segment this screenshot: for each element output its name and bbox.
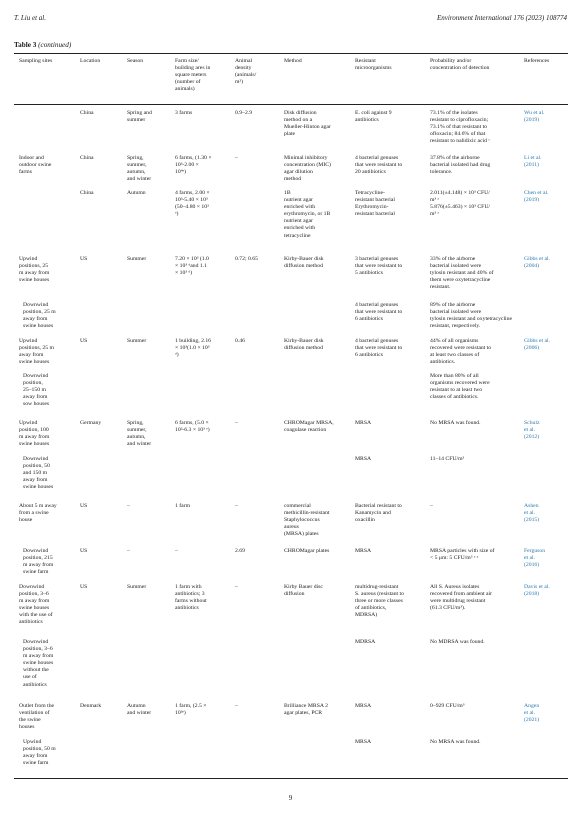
row12-probability: All S. Aureus isolates recovered from ambient air were multidrug resistant (61.3 CFU/m³). [430,584,493,612]
row13-microorganisms: MDRSA [355,639,376,645]
row7-site: Downwind position, 25–150 m away from sow houses [23,373,50,408]
row6-probability: 44% of all organisms recovered were resistant to at least two classes of antibiotics. [430,338,492,366]
row5-site: Downwind position, 25 m away from swine houses [23,302,56,330]
row3-season: Autumn [127,190,146,196]
row11-microorganisms: MRSA [355,548,372,554]
row11-method: CHROMagar plates [284,548,330,554]
row9-site: Downwind position, 50 and 150 m away from swine houses [23,456,54,491]
row10-method: commercial methicillin-resistant Staphylococcus aureus (MRSA) plates [284,503,330,538]
row4-reference[interactable]: Gibbs et al. (2004) [524,256,551,270]
row6-season: Summer [127,338,147,344]
row12-reference[interactable]: Davis et al. (2018) [524,584,550,598]
row4-farm-size: 7.20 × 10³ (1.0 × 10³ ᵈand 1.1 × 10³ ᵈ) [175,256,209,277]
row4-site: Upwind positions, 25 m away from swine houses [19,256,50,284]
row8-reference[interactable]: Schulz et al. (2012) [524,420,540,441]
col-header-method: Method [284,58,302,64]
row12-location: US [80,584,88,590]
row14-probability: 0–929 CFU/m³ [430,703,465,709]
row8-method: CHROMagar MRSA, coagulase reaction [284,420,334,434]
col-header-season: Season [127,58,144,64]
row6-location: US [80,338,88,344]
row6-microorganisms: 4 bacterial genuses that were resistant to 6 antibiotics [355,338,403,359]
table-top-rule [14,53,568,54]
row5-microorganisms: 4 bacterial genuses that were resistant to 6 antibiotics [355,302,403,323]
row12-season: Summer [127,584,147,590]
row2-reference[interactable]: Li et al. (2011) [524,155,542,169]
table-continued: (continued) [38,41,72,49]
col-header-resistant-microorganisms: Resistant microorganisms [355,58,392,72]
row4-method: Kirby-Bauer disk diffusion method [284,256,324,270]
row6-site: Upwind positions, 25 m away from swine houses [19,338,54,366]
row8-probability: No MRSA was found. [430,420,481,426]
col-header-references: References [524,58,550,64]
row1-location: China [80,110,94,116]
row4-location: US [80,256,88,262]
row10-probability: – [430,503,433,509]
row8-farm-size: 6 farms, (5.0 × 10²-6.3 × 10³ ᵉ) [175,420,210,434]
row6-method: Kirby-Bauer disk diffusion method [284,338,324,352]
row12-density: – [235,584,238,590]
row10-density: – [235,503,238,509]
row7-probability: More than 80% of all organisms recovered were resistant to at least two classes of antibiotics. [430,373,490,401]
page-number: 9 [288,794,293,802]
row11-season: – [127,548,130,554]
row3-reference[interactable]: Chen et al. (2019) [524,190,549,204]
row6-farm-size: 1 building, 2.16 × 10³(1.0 × 10³ ᵈ) [175,338,212,359]
table-header-rule [14,104,568,105]
row8-microorganisms: MRSA [355,420,372,426]
row2-method: Minimal inhibitory concentration (MIC) agar dilution method [284,155,331,183]
row14-location: Denmark [80,703,102,709]
row1-probability: 73.1% of the isolates resistant to ciprofloxacin; 73.1% of that resistant to ofloxacin; 84.6% of that resistant to nalidixic acid ᶜ [430,110,490,145]
row1-reference[interactable]: Wu et al. (2019) [524,110,545,124]
row8-season: Spring, summer, autumn, and winter [127,420,152,448]
row3-location: China [80,190,94,196]
row2-location: China [80,155,94,161]
col-header-farm-size: Farm size/ building ares in square meters (number of animals) [175,58,211,93]
row11-farm-size: – [175,548,178,554]
row10-reference[interactable]: Ashen et al. (2015) [524,503,540,524]
row14-microorganisms: MRSA [355,703,372,709]
row2-farm-size: 6 farms, (1.30 × 10³-2.00 × 10⁴ᵉ) [175,155,212,176]
row1-microorganisms: E. coli against 9 antibiotics [355,110,392,124]
row2-microorganisms: 4 bacterial genuses that were resistant to 20 antibiotics [355,155,403,176]
row9-probability: 11–14 CFU/m³ [430,456,465,462]
row1-season: Spring and summer [127,110,152,124]
row14-farm-size: 1 farm, (2.5 × 10³ᵉ) [175,703,207,717]
row11-density: 2.69 [235,548,245,554]
row12-farm-size: 1 farm with antibiotics; 3 farms without antibiotics [175,584,207,612]
row8-site: Upwind position, 100 m away from swine houses [19,420,50,448]
row3-method: 1B nutrient agar enriched with erythromycin, or 1B nutrient agar enriched with tetracycline [284,190,331,239]
row11-site: Downwind position, 215 m away from swine farm [23,548,54,576]
row3-farm-size: 4 farms, 2.00 × 10³-5.40 × 10³ (50–4.80 × 10³ ᵉ) [175,190,210,218]
table-label: Table 3 [14,41,37,49]
row14-reference[interactable]: Angen et al. (2021) [524,703,540,724]
row6-reference[interactable]: Gibbs et al. (2006) [524,338,551,352]
row6-density: 0.46 [235,338,245,344]
row2-density: – [235,155,238,161]
row13-site: Downwind position, 3–6 m away from swine houses without the use of antibiotics [23,639,54,688]
row3-probability: 2.011(±4.148) × 10³ CFU/ m³ ᵃ 5.876(±5.463) × 10³ CFU/ m³ ᵃ [430,190,491,218]
row10-site: About 5 m away from a swine house [19,503,57,524]
row10-microorganisms: Bacterial resistant to Kanamycin and oxacillin [355,503,402,524]
row13-probability: No MDRSA was found. [430,639,485,645]
table-caption [14,41,71,49]
row15-microorganisms: MRSA [355,739,372,745]
row9-microorganisms: MRSA [355,456,372,462]
row12-microorganisms: multidrug-resistant S. aureus (resistant to three or more classes of antibiotics, MDRSA) [355,584,404,619]
row10-season: – [127,503,130,509]
row15-site: Upwind position, 50 m away from swine farm [23,739,56,767]
running-header-authors: T. Liu et al. [14,14,46,22]
row14-season: Autumn and winter [127,703,152,717]
row3-microorganisms: Tetracycline- resistant bacterial Erythromycin- resistant bacterial [355,190,395,218]
col-header-animal-density: Animal density (animals/ m²) [235,58,257,86]
row5-probability: 89% of the airborne bacterial isolated were tylosin resistant and oxytetracycline resistant, respectively. [430,302,512,330]
row15-probability: No MRSA was found. [430,739,481,745]
running-header-journal: Environment International 176 (2023) 108774 [436,14,567,22]
row4-density: 0.72; 0.65 [235,256,258,262]
row14-site: Outlet from the ventilation of the swine houses [19,703,55,731]
row14-density: – [235,703,238,709]
col-header-location: Location [80,58,101,64]
row4-probability: 33% of the airborne bacterial isolated were tylosin resistant and 40% of them were oxytetracycline resistant. [430,256,494,291]
row1-farm-size: 3 farms [175,110,193,116]
row11-probability: MRSA particles with size of < 5 μm: 5 CFU/m³ ᵃ ᵃ [430,548,495,562]
row10-location: US [80,503,88,509]
table-bottom-rule [14,778,568,779]
row8-density: – [235,420,238,426]
row2-site: Indoor and outdoor swine farms [19,155,52,176]
col-header-sampling-sites: Sampling sites [19,58,53,64]
row8-location: Germany [80,420,102,426]
row12-method: Kirby Bauer disc diffusion [284,584,323,598]
row2-season: Spring, summer, autumn, and winter [127,155,152,183]
row10-farm-size: 1 farm [175,503,191,509]
row12-site: Downwind position, 3–6 m away from swine houses with the use of antibiotics [19,584,53,626]
row1-method: Disk diffusion method on a Mueller-Hinton agar plate [284,110,331,138]
row11-reference[interactable]: Ferguson et al. (2016) [524,548,546,569]
row4-microorganisms: 3 bacterial genuses that were resistant to 5 antibiotics [355,256,403,277]
row11-location: US [80,548,88,554]
row4-season: Summer [127,256,147,262]
col-header-probability: Probability and/or concentration of detection [430,58,490,72]
row2-probability: 37.8% of the airborne bacterial isolated had drug tolerance. [430,155,491,176]
row1-density: 0.9–2.9 [235,110,253,116]
row14-method: Brilliance MRSA 2 agar plates, PCR [284,703,328,717]
